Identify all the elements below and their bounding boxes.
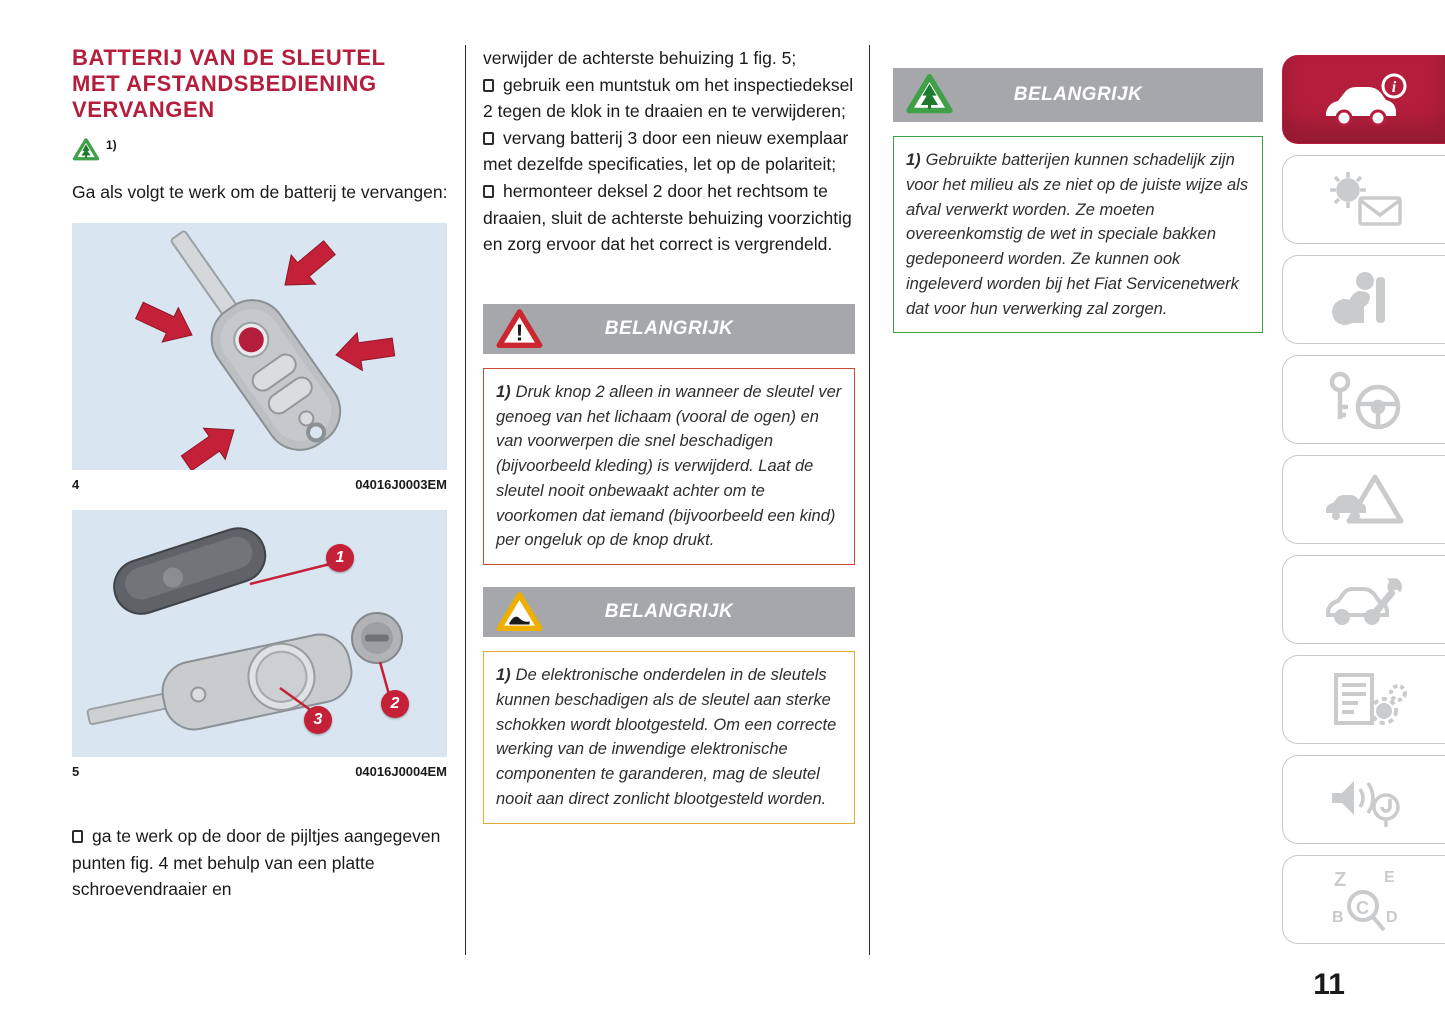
key-remote-illustration — [72, 223, 447, 470]
important-banner-environment — [893, 68, 1263, 122]
callout-2: 2 — [381, 690, 409, 718]
danger-note — [483, 368, 855, 565]
sidebar-tab-service-maintenance[interactable] — [1282, 555, 1445, 644]
procedure-step — [483, 178, 855, 258]
document-gears-icon — [1318, 667, 1410, 733]
note-ref: 1) — [496, 666, 511, 684]
environment-note — [893, 136, 1263, 333]
note-text: De elektronische onderdelen in de sleutels kunnen beschadigen als de sleutel aan sterke schokken wordt blootgesteld. Om een correcte werking van de inwendige elektronische componenten te garanderen, mag de sleutel nooit aan direct zonlicht blootgesteld worden. — [496, 666, 837, 808]
figure-number: 4 — [72, 477, 80, 493]
multimedia-navigation-icon — [1318, 767, 1410, 833]
environment-note-reference — [72, 137, 450, 163]
emergency-triangle-icon — [1318, 467, 1410, 533]
bullet-square-icon — [483, 185, 494, 198]
key-exploded-illustration — [72, 510, 447, 757]
warning-lights-messages-icon — [1318, 168, 1410, 232]
banner-title: BELANGRIJK — [1013, 84, 1143, 105]
figure-code: 04016J0003EM — [355, 477, 447, 493]
note-ref-label: 1) — [106, 137, 117, 152]
important-banner-danger — [483, 304, 855, 354]
figure-code: 04016J0004EM — [355, 764, 447, 780]
sidebar-tab-multimedia[interactable] — [1282, 755, 1445, 844]
alphabetical-index-icon — [1318, 864, 1410, 936]
sidebar-tab-safety[interactable] — [1282, 255, 1445, 344]
page-title: BATTERIJ VAN DE SLEUTEL MET AFSTANDSBEDIENING VERVANGEN — [72, 45, 386, 122]
svg-text:C: C — [1356, 897, 1369, 918]
step-text: vervang batterij 3 door een nieuw exemplaar met dezelfde specificaties, let op de polariteit; — [483, 127, 849, 175]
car-info-icon — [1318, 69, 1410, 131]
column-divider — [869, 45, 870, 955]
procedure-step — [72, 823, 450, 903]
sidebar-tab-emergency[interactable] — [1282, 455, 1445, 544]
note-ref: 1) — [906, 151, 921, 169]
environment-triangle-icon — [906, 72, 953, 116]
note-text: Gebruikte batterijen kunnen schadelijk zijn voor het milieu als ze niet op de juiste wijze als afval verwerkt worden. Ze moeten overeenkomstig de wet in speciale bakken gedeponeerd worden. Ze kunnen ook ingeleverd worden bij het Fiat Servicenetwerk dat voor hun verwerking zal zorgen. — [906, 151, 1249, 318]
car-wrench-icon — [1318, 567, 1410, 633]
sidebar-tab-car-info[interactable] — [1282, 55, 1445, 144]
intro-text: Ga als volgt te werk om de batterij te vervangen: — [72, 181, 448, 202]
column-divider — [465, 45, 466, 955]
airbag-safety-icon — [1318, 267, 1410, 333]
sidebar-tab-technical-data[interactable] — [1282, 655, 1445, 744]
svg-text:i: i — [1391, 78, 1397, 96]
left-column — [72, 45, 450, 903]
callout-3: 3 — [304, 706, 332, 734]
banner-title: BELANGRIJK — [604, 601, 734, 622]
figure-5-caption — [72, 764, 447, 779]
step-text: gebruik een muntstuk om het inspectiedeksel 2 tegen de klok in te draaien en te verwijderen; — [483, 74, 854, 122]
step-text: hermonteer deksel 2 door het rechtsom te draaien, sluit de achterste behuizing voorzichtig en zorg ervoor dat het correct is vergrendeld. — [483, 180, 852, 255]
procedure-step — [483, 72, 855, 125]
callout-1: 1 — [326, 544, 354, 572]
figure-5-key-exploded — [72, 510, 447, 757]
bullet-square-icon — [483, 79, 494, 92]
note-ref: 1) — [496, 382, 511, 401]
figure-number: 5 — [72, 764, 80, 780]
right-column — [893, 68, 1263, 333]
svg-text:!: ! — [515, 319, 524, 346]
figure-4-key-arrows — [72, 223, 447, 470]
svg-text:D: D — [1386, 908, 1398, 926]
caution-note — [483, 651, 855, 824]
sidebar-tab-index[interactable] — [1282, 855, 1445, 944]
environment-triangle-icon — [72, 137, 100, 162]
middle-column — [483, 45, 855, 824]
page-number: 11 — [1313, 968, 1345, 1001]
procedure-step-continued: verwijder de achterste behuizing 1 fig. 5; — [483, 48, 797, 68]
svg-text:Z: Z — [1334, 868, 1347, 891]
chapter-tab-bar — [1282, 55, 1445, 944]
important-banner-caution — [483, 587, 855, 637]
sidebar-tab-lights-messages[interactable] — [1282, 155, 1445, 244]
danger-triangle-icon — [496, 308, 543, 350]
figure-4-caption — [72, 477, 447, 492]
svg-text:B: B — [1332, 908, 1344, 926]
sidebar-tab-starting-driving[interactable] — [1282, 355, 1445, 444]
procedure-step — [483, 125, 855, 178]
caution-triangle-icon — [496, 591, 543, 633]
banner-title: BELANGRIJK — [604, 317, 734, 339]
note-text: Druk knop 2 alleen in wanneer de sleutel ver genoeg van het lichaam (vooral de ogen) en van voorwerpen die snel beschadigen (bijvoorbeeld kleding) is verwijderd. Laat de sleutel nooit onbewaakt achter om te voorkomen dat iemand (bijvoorbeeld een kind) per ongeluk op de knop drukt. — [496, 382, 842, 550]
svg-text:E: E — [1384, 868, 1395, 886]
step-text: ga te werk op de door de pijltjes aangegeven punten fig. 4 met behulp van een platte schroevendraaier en — [72, 826, 441, 900]
bullet-square-icon — [72, 830, 83, 843]
bullet-square-icon — [483, 132, 494, 145]
key-steering-wheel-icon — [1318, 367, 1410, 433]
